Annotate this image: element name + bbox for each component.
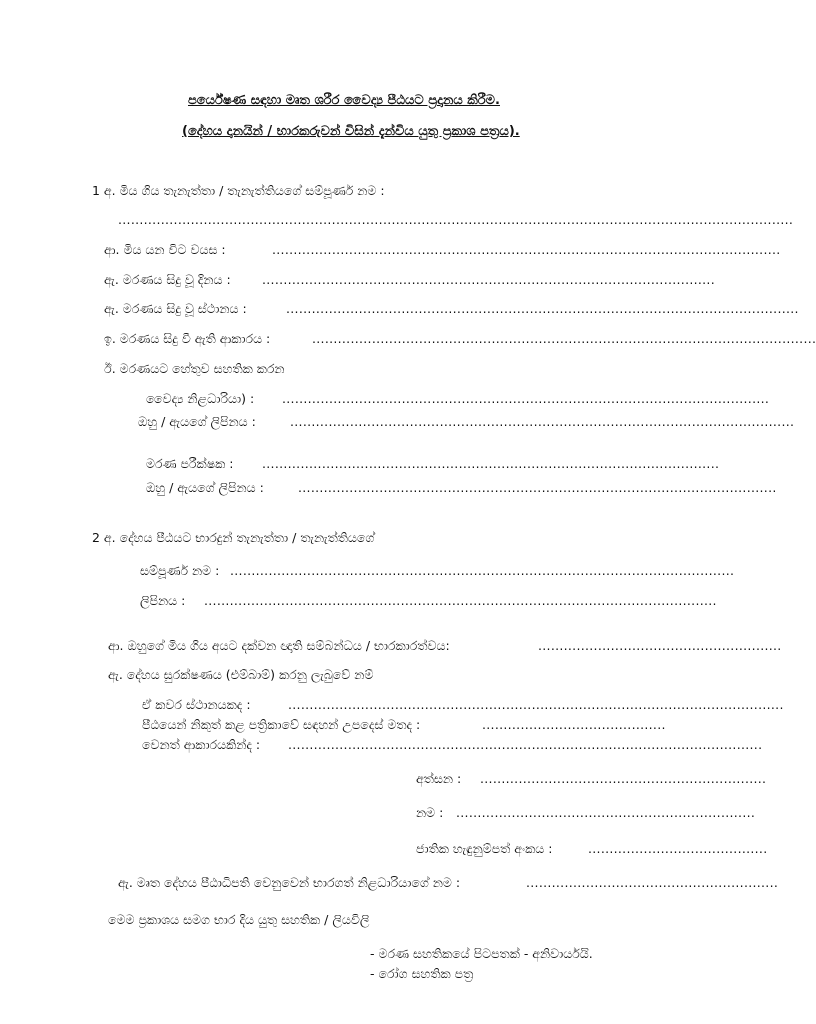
other-method-field: ............................................................................................................... [288, 737, 763, 752]
age-at-death-field: ....................................................................................................................... [272, 242, 781, 257]
donor-fullname-label: සම්පූර්ණ නම : [140, 563, 220, 578]
age-at-death-label: ආ. මිය යන විට වයස : [104, 242, 226, 257]
coroner-label: මරණ පරීක්ෂක : [146, 456, 234, 471]
section2-donor-label: 2 අ. දේහය පීඨයට භාරදුන් තැනැත්තා / තැනැත්තියගේ [92, 530, 375, 545]
relationship-field: ......................................................... [538, 638, 782, 653]
officer-address-label: ඔහු / ඇයගේ ලිපිනය : [138, 414, 256, 429]
relationship-label: ආ. ඔහුගේ මිය ගිය අයට දක්වන ඥාති සම්බන්ධය / භාරකාරත්වය: [108, 638, 450, 653]
name-label: නම : [416, 805, 444, 820]
attachment-item-death-certificate: - මරණ සහතිකයේ පිටපතක් - අනිවාර්යයි. [370, 946, 593, 961]
nic-label: ජාතික හැඳුනුම්පත් අංකය : [416, 841, 553, 856]
coroner-address-field: ................................................................................................................ [298, 480, 777, 495]
medical-officer-field: .................................................................................................................. [282, 391, 770, 406]
manner-of-death-label: ඉ. මරණය සිදු වී ඇති ආකාරය : [104, 331, 271, 346]
form-title: පර්යේෂණ සඳහා මෘත ශරීර වෛද්‍ය පීඨයට ප්‍රදානය කිරීම. [188, 93, 500, 108]
donor-address-field: ........................................................................................................................ [204, 593, 717, 608]
donor-fullname-field: ...................................................................................................................... [230, 563, 735, 578]
attachments-heading: මෙම ප්‍රකාශය සමග භාර දිය යුතු සහතික / ලියවිලි [108, 912, 370, 927]
nic-field: .......................................... [588, 841, 768, 856]
coroner-field: ........................................................................................................... [262, 456, 720, 471]
medical-officer-label: වෛද්‍ය නිළධාරියා) : [146, 391, 255, 406]
deceased-name-field: .............................................................................................................................................................. [118, 212, 794, 227]
embalming-place-field: .................................................................................................................... [288, 697, 784, 712]
embalming-place-label: ඒ කවර ස්ථානයකද : [142, 697, 251, 712]
embalming-label: ඇ. දේහය සුරක්ෂණය (එම්බාම්) කරනු ලැබුවේ නම් [108, 667, 374, 682]
date-of-death-label: ඇ. මරණය සිදු වූ දිනය : [104, 272, 231, 287]
receiving-officer-field: ........................................................... [526, 875, 779, 890]
place-of-death-label: ඇ. මරණය සිදු වූ ස්ථානය : [104, 301, 247, 316]
receiving-officer-label: ඇ. මෘත දේහය පීඨාධිපති වෙනුවෙන් භාරගත් නිළධාරියාගේ නම : [118, 875, 461, 890]
coroner-address-label: ඔහු / ඇයගේ ලිපිනය : [146, 480, 264, 495]
donor-address-label: ලිපිනය : [140, 593, 186, 608]
officer-address-field: ...................................................................................................................... [290, 414, 795, 429]
other-method-label: වෙනත් ආකාරයකින්ද : [142, 737, 261, 752]
signature-label: අත්සන : [416, 771, 462, 786]
manner-of-death-field: ...................................................................................................................... [312, 331, 816, 346]
leaflet-instructions-label: පීඨයෙන් නිකුත් කළ පත්‍රිකාවේ සඳහන් උපදෙස් මතද : [142, 717, 421, 732]
name-field: ...................................................................... [456, 805, 756, 820]
leaflet-instructions-field: ........................................... [482, 717, 666, 732]
date-of-death-field: .......................................................................................................... [262, 272, 715, 287]
place-of-death-field: ........................................................................................................................ [286, 301, 799, 316]
certifying-label: ඊ. මරණයට හේතුව සහතික කරන [104, 361, 285, 376]
form-subtitle: (දේහය දානයින් / භාරකරුවන් විසින් දැන්විය යුතු ප්‍රකාශ පත්‍රය). [182, 124, 520, 139]
section1-deceased-name-label: 1 අ. මිය ගිය තැනැත්තා / තැනැත්තියගේ සම්පූර්ණ නම : [92, 183, 385, 198]
attachment-item-medical-certificates: - රෝග සහතික පත්‍ර [370, 966, 474, 981]
signature-field: ................................................................... [480, 771, 767, 786]
